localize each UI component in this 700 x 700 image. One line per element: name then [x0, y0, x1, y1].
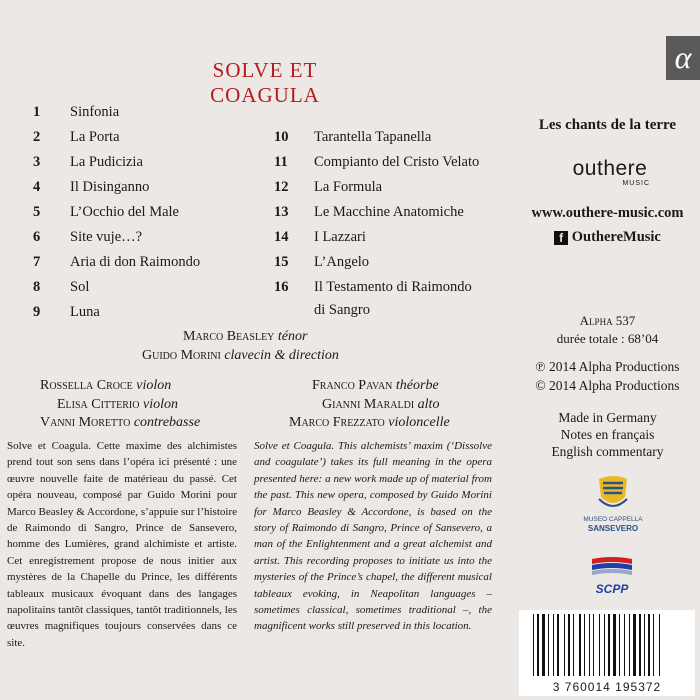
barcode-bar — [633, 614, 636, 676]
description-english: Solve et Coagula. This alchemists’ maxim (‘Dissolve and coagulate’) takes its full meaning in the opera presented here: a new work made up of material from the past. This new opera, composed by Guido Morini for Marco Beasley & Accordone, is based on the story of Raimondo di Sangro, Prince of Sansevero, a man of the Enlightenment and a great alchemist and artist. This recording proposes to initiate us into the mysteries of the Prince’s chapel, the different musical tableaux evoking, in Neapolitan languages – sometimes classical, sometimes traditional –, the magnificent works still preserved in this location. — [254, 440, 492, 633]
barcode-bars — [519, 614, 695, 680]
series-title: Les chants de la terre — [538, 117, 677, 133]
track-title: La Formula — [314, 179, 383, 195]
performer-name: Rossella Croce — [40, 378, 133, 393]
performer-role: violon — [136, 378, 172, 393]
made-in: Made in Germany — [558, 410, 657, 425]
alpha-logo: α — [666, 36, 700, 80]
credit-player-5 — [322, 397, 439, 413]
outhere-wordmark: outhere — [572, 157, 648, 180]
barcode-bar — [537, 614, 539, 676]
museo-name-line2: SANSEVERO — [587, 524, 639, 533]
track-number: 10 — [274, 129, 289, 145]
credit-player-6 — [289, 415, 450, 431]
track-title-line2: di Sangro — [314, 302, 370, 318]
credit-lead-2 — [142, 348, 339, 364]
credit-player-3 — [40, 415, 200, 431]
track-title: Il Testamento di Raimondo — [314, 279, 472, 295]
museo-crest-icon — [595, 473, 631, 511]
performer-role: alto — [417, 397, 440, 412]
barcode-bar — [629, 614, 630, 676]
barcode-bar — [557, 614, 559, 676]
track-title: La Porta — [70, 129, 120, 145]
catalog-number: Alpha 537 — [579, 313, 636, 328]
track-title: L’Occhio del Male — [70, 204, 179, 220]
track-number: 13 — [274, 204, 289, 220]
barcode-bar — [548, 614, 549, 676]
scpp-label: SCPP — [595, 582, 629, 596]
track-number: 14 — [274, 229, 289, 245]
track-number: 4 — [33, 179, 41, 195]
track-title: Site vuje…? — [70, 229, 143, 245]
track-title: I Lazzari — [314, 229, 366, 245]
barcode-bar — [568, 614, 570, 676]
outhere-submark: MUSIC — [622, 180, 650, 187]
performer-name: Elisa Citterio — [57, 397, 140, 412]
performer-name: Franco Pavan — [312, 378, 393, 393]
credit-player-1 — [40, 378, 171, 394]
track-title: Le Macchine Anatomiche — [314, 204, 464, 220]
barcode-bar — [624, 614, 625, 676]
barcode-bar — [648, 614, 650, 676]
commentary-language: English commentary — [551, 444, 664, 459]
copyright: © 2014 Alpha Productions — [535, 378, 680, 393]
website-link[interactable]: www.outhere-music.com — [531, 205, 684, 221]
track-number: 7 — [33, 254, 41, 270]
track-number: 9 — [33, 304, 41, 320]
barcode-bar — [619, 614, 620, 676]
track-number: 5 — [33, 204, 41, 220]
barcode-bar — [653, 614, 654, 676]
facebook-row[interactable] — [520, 229, 695, 246]
track-title: Il Disinganno — [70, 179, 150, 195]
description-french: Solve et Coagula. Cette maxime des alchimistes prend tout son sens dans l’opéra ici présenté : une œuvre nouvelle faite de matérieau du passé. Cet opéra nouveau, composé par Guido Morini pour Marco Beasley & Accordone, s’appuie sur l’histoire de Raimondo di Sangro, Prince de Sansevero, homme des Lumières, grand alchimiste et artiste. Cet enregistrement propose de nous initier aux mystères de la Chapelle du Prince, les différents tableaux musicaux évoquant dans des langages napolitains tantôt classiques, tantôt traditionnels, les œuvres magnifiques toujours conservées dans ce site. — [7, 440, 237, 649]
barcode-bar — [579, 614, 581, 676]
barcode-bar — [573, 614, 574, 676]
performer-role: clavecin & direction — [224, 348, 339, 363]
facebook-icon: f — [554, 231, 568, 245]
barcode-number: 3 760014 195372 — [552, 680, 662, 694]
track-number: 8 — [33, 279, 41, 295]
barcode-bar — [542, 614, 545, 676]
barcode-bar — [644, 614, 645, 676]
scpp-logo — [582, 555, 642, 596]
performer-role: contrebasse — [133, 415, 201, 430]
outhere-logo — [560, 158, 660, 187]
album-title: SOLVE ET COAGULA — [210, 58, 320, 107]
barcode-bar — [533, 614, 534, 676]
performer-role: violon — [143, 397, 178, 412]
barcode-bar — [589, 614, 590, 676]
performer-role: théorbe — [395, 378, 439, 393]
track-number: 16 — [274, 279, 289, 295]
notes-language: Notes en français — [560, 427, 655, 442]
track-number: 2 — [33, 129, 41, 145]
scpp-flag-icon — [588, 555, 636, 577]
barcode-bar — [659, 614, 660, 676]
performer-name: Marco Frezzato — [289, 415, 385, 430]
track-number: 15 — [274, 254, 289, 270]
barcode-bar — [553, 614, 554, 676]
performer-name: Marco Beasley — [183, 329, 275, 344]
track-title: Sinfonia — [70, 104, 120, 120]
performer-name: Guido Morini — [142, 348, 221, 363]
track-number: 1 — [33, 104, 41, 120]
barcode-bar — [604, 614, 605, 676]
credit-player-2 — [57, 397, 178, 413]
performer-role: ténor — [277, 329, 308, 344]
performer-name: Gianni Maraldi — [322, 397, 415, 412]
barcode — [519, 610, 695, 696]
barcode-bar — [593, 614, 594, 676]
performer-name: Vanni Moretto — [40, 415, 131, 430]
track-title: Compianto del Cristo Velato — [314, 154, 480, 170]
track-title: Tarantella Tapanella — [314, 129, 432, 145]
track-number: 11 — [274, 154, 288, 170]
barcode-bar — [599, 614, 600, 676]
museo-sansevero-logo — [578, 473, 648, 533]
museo-name-line1: MUSEO CAPPELLA — [583, 516, 643, 523]
total-duration: durée totale : 68’04 — [556, 331, 659, 346]
track-title: La Pudicizia — [70, 154, 143, 170]
barcode-bar — [564, 614, 565, 676]
track-title: Luna — [70, 304, 100, 320]
facebook-handle: OuthereMusic — [571, 229, 661, 245]
credit-player-4 — [312, 378, 439, 394]
track-title: Aria di don Raimondo — [70, 254, 201, 270]
performer-role: violoncelle — [388, 415, 450, 430]
track-number: 12 — [274, 179, 289, 195]
barcode-bar — [613, 614, 616, 676]
phonogram-copyright: ℗ 2014 Alpha Productions — [535, 359, 680, 374]
credit-lead-1 — [183, 329, 307, 345]
barcode-bar — [608, 614, 610, 676]
barcode-bar — [639, 614, 641, 676]
track-number: 6 — [33, 229, 41, 245]
track-number: 3 — [33, 154, 41, 170]
track-title: Sol — [70, 279, 90, 295]
barcode-bar — [584, 614, 585, 676]
track-title: L’Angelo — [314, 254, 370, 270]
